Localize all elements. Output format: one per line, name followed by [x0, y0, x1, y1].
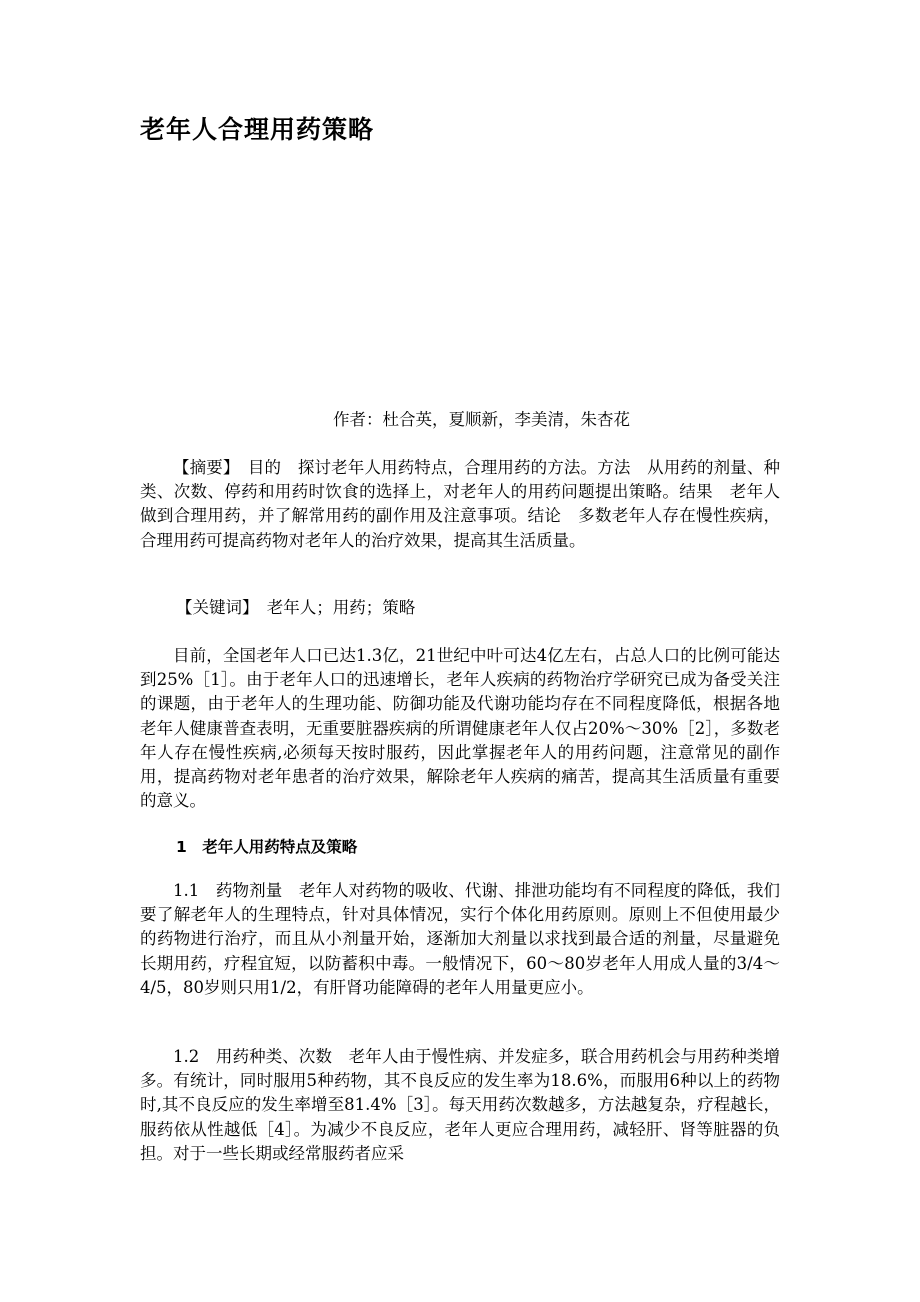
section-1-1-paragraph	[140, 879, 780, 1000]
intro-paragraph: 目前，全国老年人口已达1.3亿，21世纪中叶可达4亿左右，占总人口的比例可能达到25%［1］。由于老年人口的迅速增长，老年人疾病的药物治疗学研究已成为备受关注的课题，由于老年人的生理功能、防御功能及代谢功能均存在不同程度降低，根据各地老年人健康普查表明，无重要脏器疾病的所谓健康老年人仅占20%～30%［2］，多数老年人存在慢性疾病,必须每天按时服药，因此掌握老年人的用药问题，注意常见的副作用，提高药物对老年患者的治疗效果，解除老年人疾病的痛苦，提高其生活质量有重要的意义。	[140, 646, 780, 811]
keywords-text: 老年人；用药；策略	[266, 598, 416, 617]
section-1-2-text: 老年人由于慢性病、并发症多，联合用药机会与用药种类增多。有统计，同时服用5种药物，其不良反应的发生率为18.6%，而服用6种以上的药物时,其不良反应的发生率增至81.4%［3］。每天用药次数越多，方法越复杂，疗程越长，服药依从性越低［4］。为减少不良反应，老年人更应合理用药，减轻肝、肾等脏器的负担。对于一些长期或经常服药者应采	[140, 1047, 780, 1163]
keywords-label: 【关键词】	[176, 598, 251, 617]
section-1-2-label: 1.2 用药种类、次数	[173, 1047, 333, 1066]
author-line: 作者：杜合英，夏顺新，李美清，朱杏花	[333, 410, 630, 429]
section-1-1-text: 老年人对药物的吸收、代谢、排泄功能均有不同程度的降低，我们要了解老年人的生理特点，针对具体情况，实行个体化用药原则。原则上不但使用最少的药物进行治疗，而且从小剂量开始，逐渐加大剂量以求找到最合适的剂量，尽量避免长期用药，疗程宜短，以防蓄积中毒。一般情况下，60～80岁老年人用成人量的3/4～4/5，80岁则只用1/2，有肝肾功能障碍的老年人用量更应小。	[140, 881, 781, 997]
document-title: 老年人合理用药策略	[140, 115, 375, 144]
abstract-text: 目的 探讨老年人用药特点，合理用药的方法。方法 从用药的剂量、种类、次数、停药和用药时饮食的选择上，对老年人的用药问题提出策略。结果 老年人做到合理用药，并了解常用药的副作用及注意事项。结论 多数老年人存在慢性疾病，合理用药可提高药物对老年人的治疗效果，提高其生活质量。	[140, 458, 781, 550]
abstract-paragraph	[140, 456, 780, 553]
abstract-label: 【摘要】	[173, 458, 232, 477]
section-1-1-label: 1.1 药物剂量	[173, 881, 283, 900]
section-1-2-paragraph	[140, 1045, 780, 1166]
section-1-heading: 1 老年人用药特点及策略	[176, 838, 358, 856]
keywords-paragraph	[176, 596, 780, 620]
